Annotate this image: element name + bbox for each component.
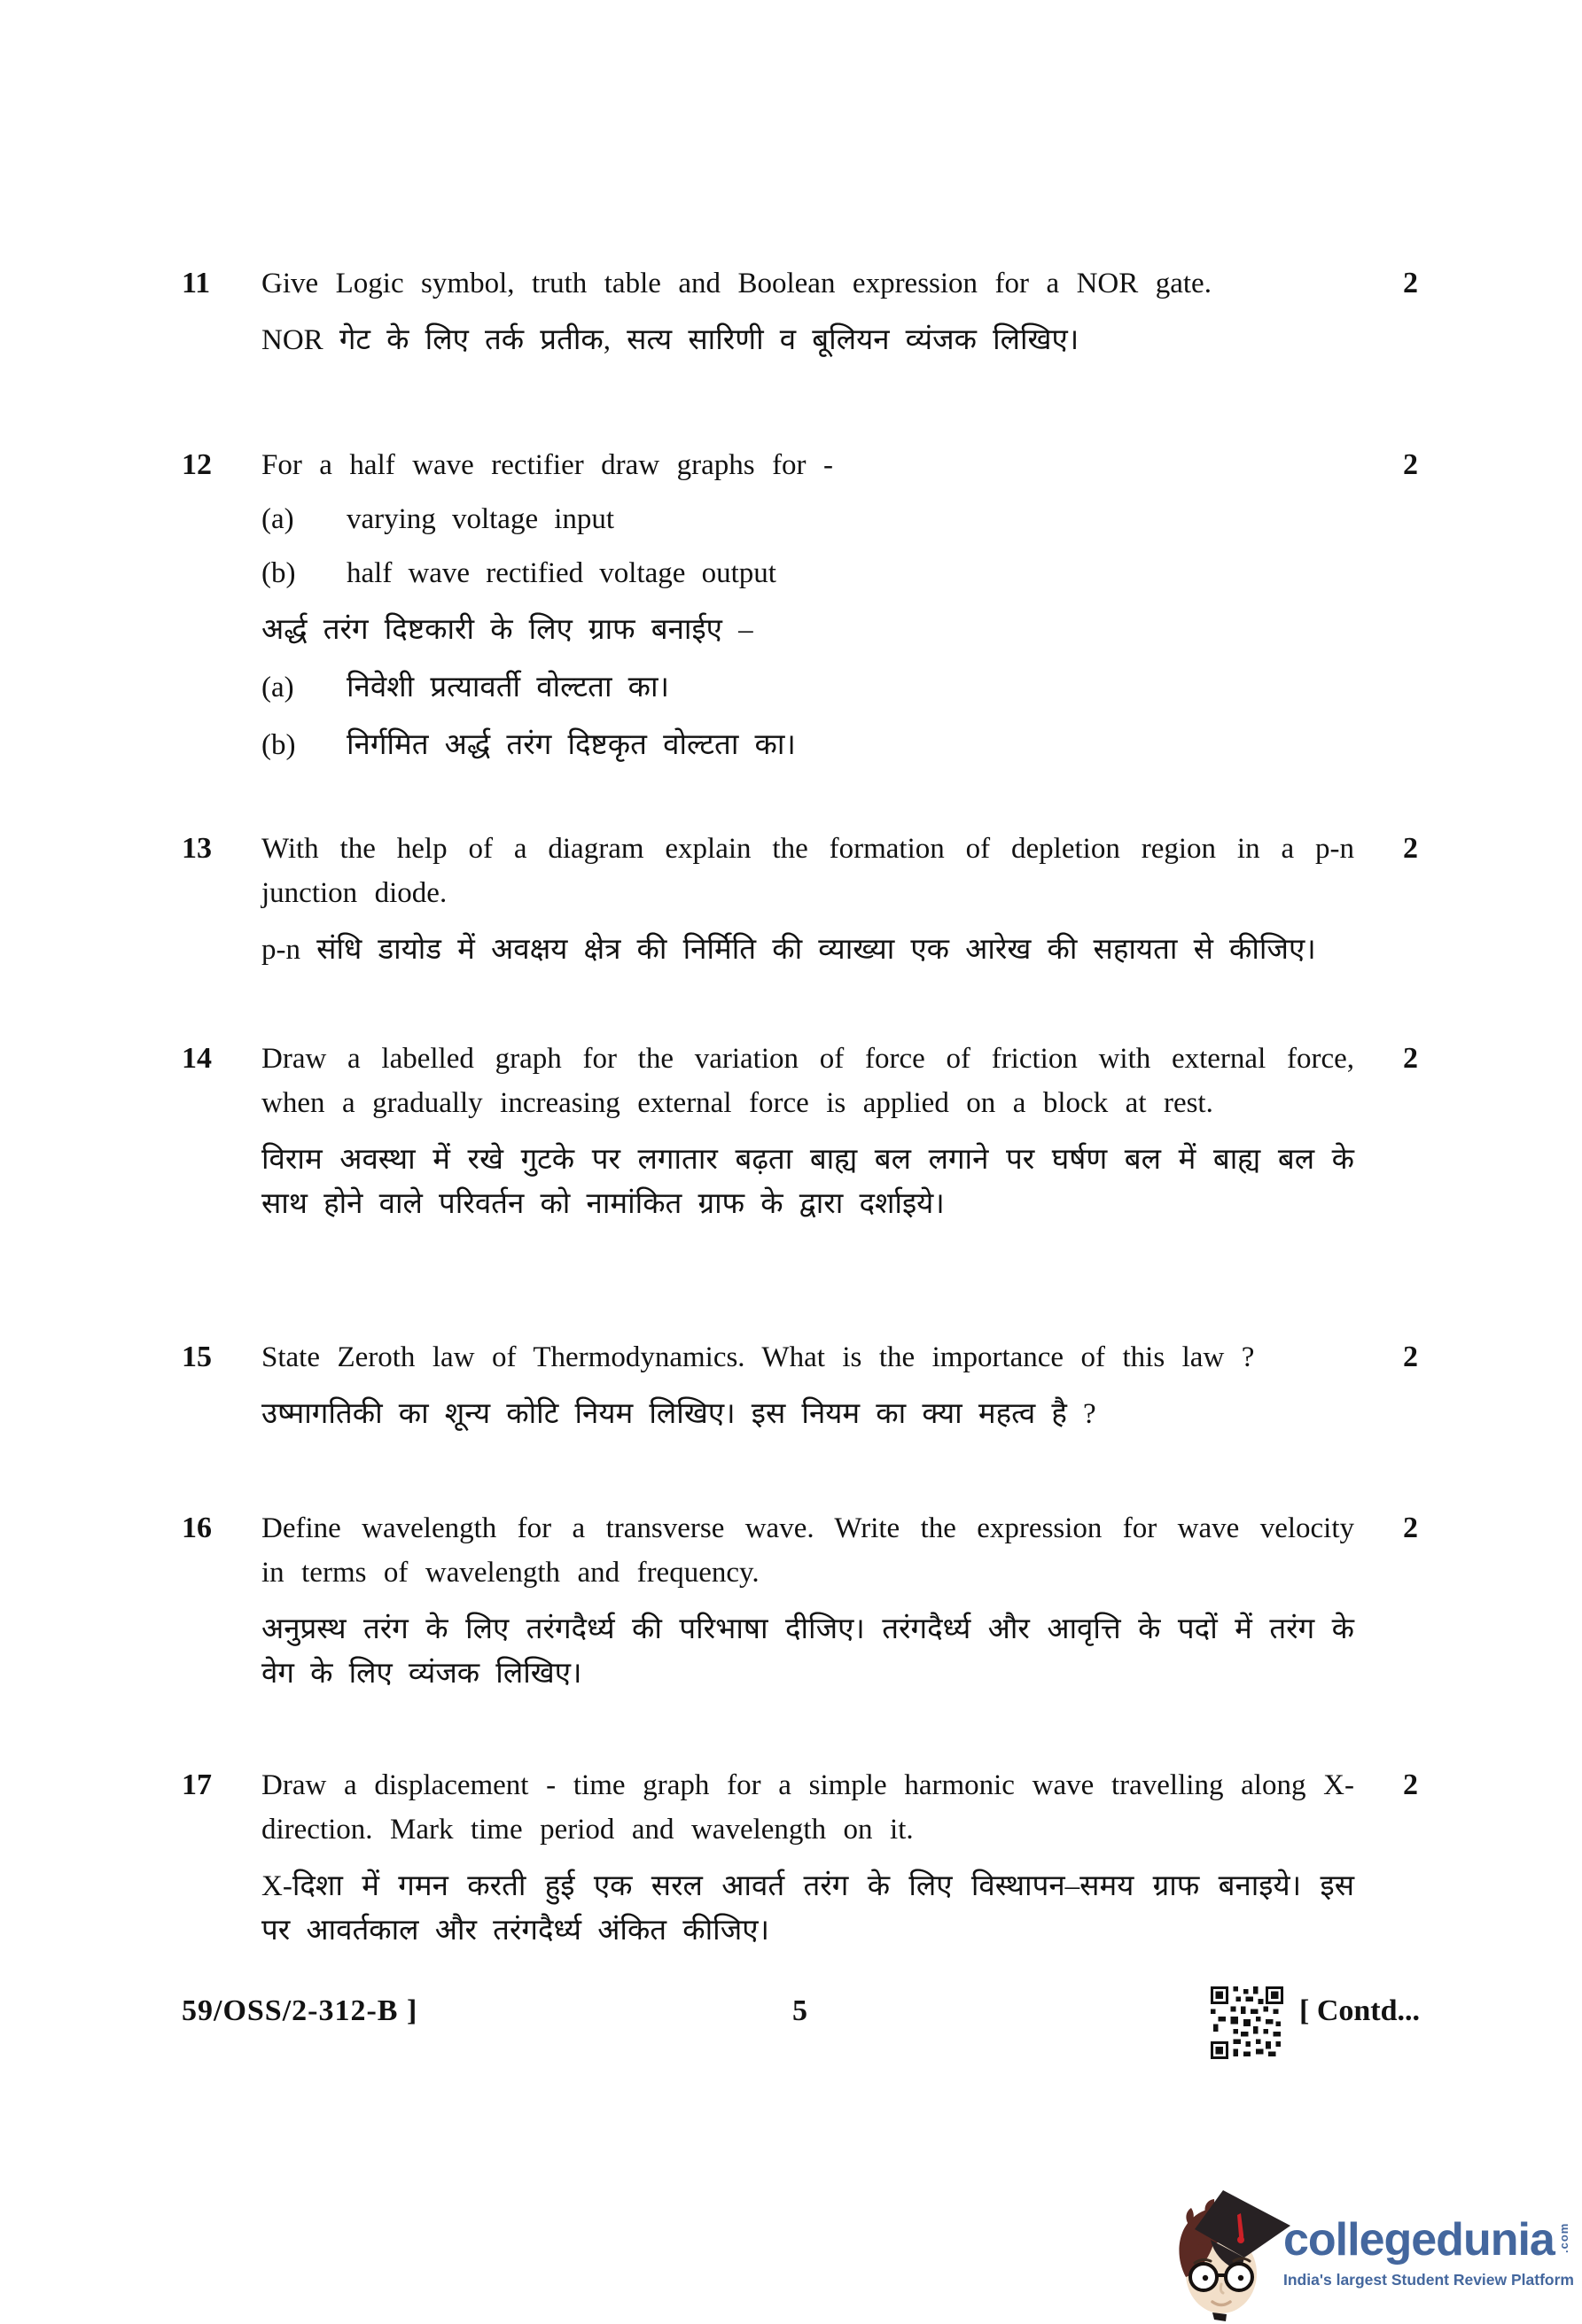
question-text-hindi: उष्मागतिकी का शून्य कोटि नियम लिखिए। इस नियम का क्या महत्व है ? <box>261 1398 1096 1430</box>
question-marks: 2 <box>1403 832 1418 865</box>
question-marks: 2 <box>1403 1341 1418 1373</box>
qr-code-icon <box>1211 1986 1283 2059</box>
brand-tagline: India's largest Student Review Platform <box>1283 2271 1574 2289</box>
collegedunia-logo <box>1159 2181 1582 2324</box>
question-marks: 2 <box>1403 1768 1418 1801</box>
question-number: 12 <box>182 448 212 481</box>
sub-item-label: (a) <box>261 503 294 535</box>
question-text-english: Draw a displacement - time graph for a simple harmonic wave travelling along X-direction. Mark time period and wavelength on it. <box>261 1769 1354 1846</box>
sub-item-b-hindi <box>261 723 1354 767</box>
sub-item-label: (b) <box>261 729 296 761</box>
brand-domain: .com <box>1556 2222 1570 2254</box>
question-marks: 2 <box>1403 448 1418 481</box>
paper-code: 59/OSS/2-312-B ] <box>182 1994 418 2027</box>
sub-item-text: half wave rectified voltage output <box>347 557 776 589</box>
sub-item-text: निर्गमित अर्द्ध तरंग दिष्टकृत वोल्टता का। <box>347 729 796 761</box>
question-number: 14 <box>182 1042 212 1075</box>
contd-label: [ Contd... <box>1299 1994 1421 2027</box>
question-text-hindi: विराम अवस्था में रखे गुटके पर लगातार बढ़ता बाह्य बल लगाने पर घर्षण बल में बाह्य बल के साथ होने वाले परिवर्तन को नामांकित ग्राफ के द्वारा दर्शाइये। <box>261 1144 1354 1220</box>
question-marks: 2 <box>1403 1512 1418 1544</box>
question-intro-english: For a half wave rectifier draw graphs for - <box>261 449 834 481</box>
question-marks: 2 <box>1403 1042 1418 1075</box>
sub-item-label: (b) <box>261 557 296 589</box>
question-16 <box>182 1506 1418 1696</box>
sub-item-label: (a) <box>261 672 294 703</box>
sub-item-a-hindi <box>261 665 1354 710</box>
question-marks: 2 <box>1403 267 1418 299</box>
sub-item-text: varying voltage input <box>347 503 615 535</box>
question-14 <box>182 1037 1418 1226</box>
sub-item-a-english <box>261 497 1354 541</box>
question-text-hindi: p-n संधि डायोड में अवक्षय क्षेत्र की निर्मिति की व्याख्या एक आरेख की सहायता से कीजिए। <box>261 934 1316 966</box>
question-11 <box>182 261 1418 362</box>
question-17 <box>182 1763 1418 1953</box>
question-text-english: Define wavelength for a transverse wave. Write the expression for wave velocity in terms of wavelength and frequency. <box>261 1512 1354 1589</box>
sub-item-b-english <box>261 551 1354 595</box>
question-text-hindi: अनुप्रस्थ तरंग के लिए तरंगदैर्ध्य की परिभाषा दीजिए। तरंगदैर्ध्य और आवृत्ति के पदों में तरंग के वेग के लिए व्यंजक लिखिए। <box>261 1613 1354 1690</box>
question-15 <box>182 1335 1418 1436</box>
question-number: 16 <box>182 1512 212 1544</box>
question-number: 13 <box>182 832 212 865</box>
question-text-english: State Zeroth law of Thermodynamics. What is the importance of this law ? <box>261 1341 1255 1373</box>
sub-item-text: निवेशी प्रत्यावर्ती वोल्टता का। <box>347 672 670 703</box>
page-number: 5 <box>792 1994 807 2027</box>
question-number: 15 <box>182 1341 212 1373</box>
question-13 <box>182 827 1418 972</box>
question-number: 17 <box>182 1768 212 1801</box>
question-text-hindi: X-दिशा में गमन करती हुई एक सरल आवर्त तरंग के लिए विस्थापन–समय ग्राफ बनाइये। इस पर आवर्तकाल और तरंगदैर्ध्य अंकित कीजिए। <box>261 1870 1354 1947</box>
brand-name: collegedunia <box>1283 2214 1555 2266</box>
question-text-hindi: NOR गेट के लिए तर्क प्रतीक, सत्य सारिणी व बूलियन व्यंजक लिखिए। <box>261 324 1079 356</box>
question-text-english: With the help of a diagram explain the formation of depletion region in a p-n junction diode. <box>261 833 1354 909</box>
question-number: 11 <box>182 267 211 299</box>
question-12 <box>182 443 1418 767</box>
question-text-english: Draw a labelled graph for the variation of force of friction with external force, when a gradually increasing external force is applied on a block at rest. <box>261 1043 1354 1119</box>
question-text-english: Give Logic symbol, truth table and Boolean expression for a NOR gate. <box>261 268 1212 299</box>
mascot-icon <box>1159 2188 1292 2324</box>
question-intro-hindi: अर्द्ध तरंग दिष्टकारी के लिए ग्राफ बनाईए – <box>261 614 753 646</box>
